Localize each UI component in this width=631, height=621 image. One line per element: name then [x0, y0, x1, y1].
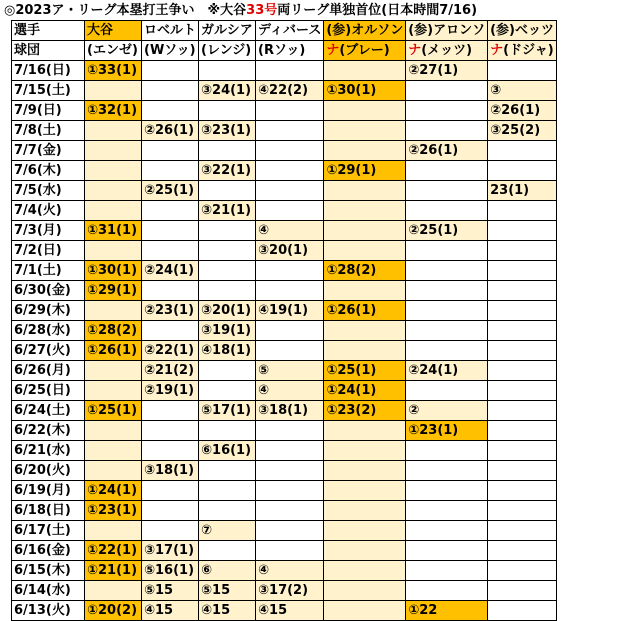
team-name-text: (ブレー) [339, 43, 390, 58]
home-run-cell: ①28(2) [324, 261, 406, 281]
header-player-name [85, 21, 142, 41]
league-marker: ナ [490, 43, 504, 58]
home-run-cell: ③20(1) [256, 241, 324, 261]
home-run-cell: ⑥ [199, 561, 256, 581]
team-name-text: (エンゼ) [87, 43, 138, 58]
home-run-cell: ①22 [406, 601, 488, 621]
date-cell: 6/13(火) [12, 601, 85, 621]
home-run-cell [406, 461, 488, 481]
header-team-name [406, 41, 488, 61]
date-cell: 6/29(木) [12, 301, 85, 321]
home-run-cell [406, 101, 488, 121]
home-run-cell [488, 141, 557, 161]
table-row [12, 301, 557, 321]
home-run-cell [142, 241, 199, 261]
home-run-cell [488, 541, 557, 561]
home-run-cell [142, 481, 199, 501]
home-run-cell [142, 501, 199, 521]
date-cell: 6/22(木) [12, 421, 85, 441]
header-player-name [256, 21, 324, 41]
league-marker: ナ [408, 43, 422, 58]
player-name-text: ディバース [258, 23, 322, 38]
home-run-cell [406, 381, 488, 401]
home-run-cell: ①25(1) [324, 361, 406, 381]
home-run-cell [324, 461, 406, 481]
home-run-cell [406, 81, 488, 101]
home-run-cell [85, 241, 142, 261]
home-run-cell [256, 481, 324, 501]
home-run-cell [142, 141, 199, 161]
player-name-text: ロベルト [144, 23, 197, 38]
home-run-cell [199, 381, 256, 401]
header-team-name [488, 41, 557, 61]
home-run-cell: ③21(1) [199, 201, 256, 221]
home-run-cell: ②26(1) [142, 121, 199, 141]
home-run-cell: ②25(1) [406, 221, 488, 241]
home-run-cell [256, 141, 324, 161]
date-cell: 6/17(土) [12, 521, 85, 541]
home-run-cell [406, 561, 488, 581]
date-cell: 6/20(火) [12, 461, 85, 481]
home-run-cell [488, 461, 557, 481]
date-cell: 6/24(土) [12, 401, 85, 421]
table-row [12, 461, 557, 481]
home-run-cell [199, 241, 256, 261]
home-run-cell [85, 521, 142, 541]
date-cell: 7/8(土) [12, 121, 85, 141]
table-row [12, 81, 557, 101]
home-run-cell: ③25(2) [488, 121, 557, 141]
home-run-cell [488, 61, 557, 81]
date-cell: 7/7(金) [12, 141, 85, 161]
home-run-cell [199, 181, 256, 201]
home-run-cell: ③18(1) [256, 401, 324, 421]
home-run-cell [324, 141, 406, 161]
home-run-cell: ⑥16(1) [199, 441, 256, 461]
home-run-cell [324, 121, 406, 141]
home-run-cell [488, 481, 557, 501]
home-run-cell [256, 161, 324, 181]
home-run-cell: ①22(1) [85, 541, 142, 561]
home-run-cell: ②19(1) [142, 381, 199, 401]
home-run-cell [142, 521, 199, 541]
home-run-cell [85, 141, 142, 161]
home-run-cell [488, 421, 557, 441]
home-run-cell: ④ [256, 381, 324, 401]
home-run-cell [488, 261, 557, 281]
home-run-cell [85, 181, 142, 201]
home-run-cell: ③ [488, 81, 557, 101]
home-run-cell [256, 281, 324, 301]
home-run-cell: ①29(1) [324, 161, 406, 181]
home-run-cell [324, 241, 406, 261]
home-run-cell [199, 221, 256, 241]
date-cell: 6/19(月) [12, 481, 85, 501]
home-run-cell [256, 461, 324, 481]
home-run-cell [488, 281, 557, 301]
home-run-cell [256, 441, 324, 461]
home-run-cell: 23(1) [488, 181, 557, 201]
date-cell: 7/9(日) [12, 101, 85, 121]
home-run-cell: ②26(1) [488, 101, 557, 121]
home-run-cell: ③18(1) [142, 461, 199, 481]
home-run-cell: ④22(2) [256, 81, 324, 101]
table-row [12, 441, 557, 461]
home-run-cell [406, 121, 488, 141]
home-run-cell: ③20(1) [199, 301, 256, 321]
home-run-cell: ②23(1) [142, 301, 199, 321]
date-cell: 6/28(水) [12, 321, 85, 341]
title-suffix: 両リーグ単独首位(日本時間7/16) [277, 3, 478, 18]
home-run-cell [85, 441, 142, 461]
home-run-cell [324, 321, 406, 341]
home-run-cell [256, 321, 324, 341]
home-run-cell [85, 361, 142, 381]
table-row [12, 501, 557, 521]
home-run-cell [488, 381, 557, 401]
table-row [12, 121, 557, 141]
home-run-cell: ④19(1) [256, 301, 324, 321]
home-run-cell: ④15 [256, 601, 324, 621]
table-row [12, 281, 557, 301]
date-cell: 7/4(火) [12, 201, 85, 221]
team-name-text: (メッツ) [421, 43, 473, 58]
home-run-cell [256, 501, 324, 521]
team-name-text: (Wソッ) [144, 43, 196, 58]
home-run-cell: ①28(2) [85, 321, 142, 341]
home-run-cell [142, 281, 199, 301]
date-cell: 6/30(金) [12, 281, 85, 301]
home-run-cell: ①31(1) [85, 221, 142, 241]
home-run-cell [406, 581, 488, 601]
table-row [12, 261, 557, 281]
home-run-cell: ①26(1) [85, 341, 142, 361]
header-player-name [199, 21, 256, 41]
home-run-cell [199, 261, 256, 281]
home-run-cell [85, 461, 142, 481]
home-run-cell: ④15 [142, 601, 199, 621]
home-run-cell [406, 441, 488, 461]
player-name-text: (参)ベッツ [490, 23, 554, 38]
date-cell: 7/5(水) [12, 181, 85, 201]
date-cell: 6/16(金) [12, 541, 85, 561]
home-run-cell [142, 321, 199, 341]
header-player-name [324, 21, 406, 41]
table-row [12, 601, 557, 621]
header-label-team: 球団 [12, 41, 85, 61]
home-run-cell: ①23(2) [324, 401, 406, 421]
home-run-cell: ②25(1) [142, 181, 199, 201]
date-cell: 6/26(月) [12, 361, 85, 381]
header-label-player: 選手 [12, 21, 85, 41]
home-run-cell: ③19(1) [199, 321, 256, 341]
home-run-cell [406, 521, 488, 541]
table-row [12, 541, 557, 561]
team-name-text: (ドジャ) [503, 43, 554, 58]
home-run-cell [142, 161, 199, 181]
date-cell: 6/21(水) [12, 441, 85, 461]
home-run-cell: ⑤15 [199, 581, 256, 601]
home-run-cell: ②21(2) [142, 361, 199, 381]
home-run-cell [488, 221, 557, 241]
home-run-cell [85, 121, 142, 141]
home-run-cell [488, 581, 557, 601]
home-run-cell [488, 361, 557, 381]
home-run-cell: ①30(1) [85, 261, 142, 281]
home-run-cell: ①24(1) [324, 381, 406, 401]
home-run-cell [324, 481, 406, 501]
table-row [12, 221, 557, 241]
date-cell: 7/15(土) [12, 81, 85, 101]
table-row [12, 401, 557, 421]
home-run-cell [324, 341, 406, 361]
home-run-cell [142, 401, 199, 421]
home-run-cell [324, 561, 406, 581]
home-run-cell [488, 301, 557, 321]
home-run-cell [85, 381, 142, 401]
home-run-cell [406, 201, 488, 221]
header-row-player [12, 21, 557, 41]
home-run-cell: ④15 [199, 601, 256, 621]
header-player-name [406, 21, 488, 41]
home-run-cell [199, 101, 256, 121]
home-run-cell [142, 441, 199, 461]
home-run-cell [85, 581, 142, 601]
home-run-cell [488, 201, 557, 221]
home-run-cell: ⑤16(1) [142, 561, 199, 581]
home-run-cell [488, 501, 557, 521]
home-run-cell [256, 421, 324, 441]
home-run-cell: ②22(1) [142, 341, 199, 361]
home-run-cell: ①29(1) [85, 281, 142, 301]
home-run-cell: ④ [256, 561, 324, 581]
date-cell: 6/27(火) [12, 341, 85, 361]
home-run-cell [324, 201, 406, 221]
home-run-cell [256, 341, 324, 361]
home-run-cell [256, 181, 324, 201]
home-run-cell [142, 61, 199, 81]
table-body [12, 21, 557, 621]
home-run-cell [488, 161, 557, 181]
date-cell: 7/3(月) [12, 221, 85, 241]
home-run-cell [324, 581, 406, 601]
home-run-cell [324, 441, 406, 461]
home-run-cell: ③17(2) [256, 581, 324, 601]
table-row [12, 241, 557, 261]
home-run-cell [324, 101, 406, 121]
home-run-cell [199, 501, 256, 521]
home-run-cell [406, 281, 488, 301]
date-cell: 7/1(土) [12, 261, 85, 281]
header-team-name [142, 41, 199, 61]
home-run-cell [324, 541, 406, 561]
home-run-cell [324, 601, 406, 621]
home-run-cell [199, 361, 256, 381]
home-run-cell [488, 561, 557, 581]
home-run-cell [199, 461, 256, 481]
home-run-cell [256, 121, 324, 141]
home-run-cell [85, 161, 142, 181]
home-run-cell [85, 201, 142, 221]
date-cell: 7/16(日) [12, 61, 85, 81]
date-cell: 6/15(木) [12, 561, 85, 581]
table-row [12, 201, 557, 221]
home-run-cell [406, 481, 488, 501]
date-cell: 6/25(日) [12, 381, 85, 401]
table-row [12, 341, 557, 361]
home-run-cell [406, 321, 488, 341]
title-highlight: 33号 [246, 3, 278, 18]
table-row [12, 381, 557, 401]
home-run-cell: ②24(1) [406, 361, 488, 381]
home-run-cell [142, 101, 199, 121]
header-team-name [256, 41, 324, 61]
home-run-cell [85, 421, 142, 441]
date-cell: 7/6(木) [12, 161, 85, 181]
home-run-cell [324, 521, 406, 541]
home-run-race-table [11, 20, 557, 621]
home-run-cell [199, 281, 256, 301]
home-run-cell [85, 301, 142, 321]
table-row [12, 101, 557, 121]
home-run-cell [199, 481, 256, 501]
home-run-cell: ④18(1) [199, 341, 256, 361]
home-run-cell [488, 441, 557, 461]
table-row [12, 361, 557, 381]
home-run-cell: ②26(1) [406, 141, 488, 161]
home-run-cell [488, 601, 557, 621]
home-run-cell [488, 241, 557, 261]
header-team-name [324, 41, 406, 61]
home-run-cell: ③24(1) [199, 81, 256, 101]
home-run-cell: ③17(1) [142, 541, 199, 561]
home-run-cell: ② [406, 401, 488, 421]
date-cell: 7/2(日) [12, 241, 85, 261]
home-run-cell [324, 421, 406, 441]
league-marker: ナ [326, 43, 340, 58]
home-run-cell: ⑤17(1) [199, 401, 256, 421]
home-run-cell: ②24(1) [142, 261, 199, 281]
home-run-cell [488, 401, 557, 421]
table-row [12, 61, 557, 81]
team-name-text: (レンジ) [201, 43, 252, 58]
home-run-cell: ①20(2) [85, 601, 142, 621]
date-cell: 6/14(水) [12, 581, 85, 601]
home-run-cell: ①21(1) [85, 561, 142, 581]
home-run-cell: ③23(1) [199, 121, 256, 141]
home-run-cell [406, 181, 488, 201]
player-name-text: (参)アロンソ [408, 23, 486, 38]
table-row [12, 181, 557, 201]
title-prefix: ◎2023ア・リーグ本塁打王争い ※大谷 [4, 3, 247, 18]
home-run-cell [406, 241, 488, 261]
home-run-cell [406, 301, 488, 321]
home-run-cell: ①23(1) [85, 501, 142, 521]
home-run-cell [199, 141, 256, 161]
header-player-name [488, 21, 557, 41]
header-row-team [12, 41, 557, 61]
header-player-name [142, 21, 199, 41]
home-run-cell [199, 61, 256, 81]
home-run-cell: ①26(1) [324, 301, 406, 321]
header-team-name [199, 41, 256, 61]
home-run-cell: ②27(1) [406, 61, 488, 81]
home-run-cell: ⑦ [199, 521, 256, 541]
home-run-cell [256, 101, 324, 121]
home-run-cell [142, 421, 199, 441]
home-run-cell: ⑤15 [142, 581, 199, 601]
home-run-cell [406, 161, 488, 181]
home-run-cell [142, 81, 199, 101]
home-run-cell [488, 341, 557, 361]
home-run-cell [406, 541, 488, 561]
home-run-cell [324, 221, 406, 241]
home-run-cell [406, 501, 488, 521]
home-run-cell: ④ [256, 221, 324, 241]
table-row [12, 421, 557, 441]
home-run-cell [199, 421, 256, 441]
home-run-cell [256, 521, 324, 541]
home-run-cell: ①30(1) [324, 81, 406, 101]
table-row [12, 481, 557, 501]
home-run-cell [256, 541, 324, 561]
home-run-cell: ①23(1) [406, 421, 488, 441]
home-run-cell [199, 541, 256, 561]
player-name-text: (参)オルソン [326, 23, 404, 38]
table-row [12, 321, 557, 341]
player-name-text: ガルシア [201, 23, 253, 38]
home-run-cell [256, 61, 324, 81]
home-run-cell [324, 501, 406, 521]
date-cell: 6/18(日) [12, 501, 85, 521]
home-run-cell [324, 281, 406, 301]
home-run-cell [142, 221, 199, 241]
home-run-cell: ①32(1) [85, 101, 142, 121]
home-run-cell [324, 61, 406, 81]
home-run-cell [256, 201, 324, 221]
home-run-cell [488, 521, 557, 541]
table-row [12, 161, 557, 181]
home-run-cell: ①25(1) [85, 401, 142, 421]
home-run-cell: ③22(1) [199, 161, 256, 181]
page-title [4, 2, 629, 19]
home-run-cell [406, 261, 488, 281]
table-row [12, 581, 557, 601]
home-run-cell [324, 181, 406, 201]
player-name-text: 大谷 [87, 23, 114, 38]
home-run-cell [142, 201, 199, 221]
header-team-name [85, 41, 142, 61]
home-run-cell [256, 261, 324, 281]
table-row [12, 561, 557, 581]
home-run-cell: ⑤ [256, 361, 324, 381]
home-run-cell [406, 341, 488, 361]
team-name-text: (Rソッ) [258, 43, 306, 58]
home-run-cell: ①33(1) [85, 61, 142, 81]
home-run-cell [488, 321, 557, 341]
home-run-cell: ①24(1) [85, 481, 142, 501]
table-row [12, 521, 557, 541]
table-row [12, 141, 557, 161]
home-run-cell [85, 81, 142, 101]
